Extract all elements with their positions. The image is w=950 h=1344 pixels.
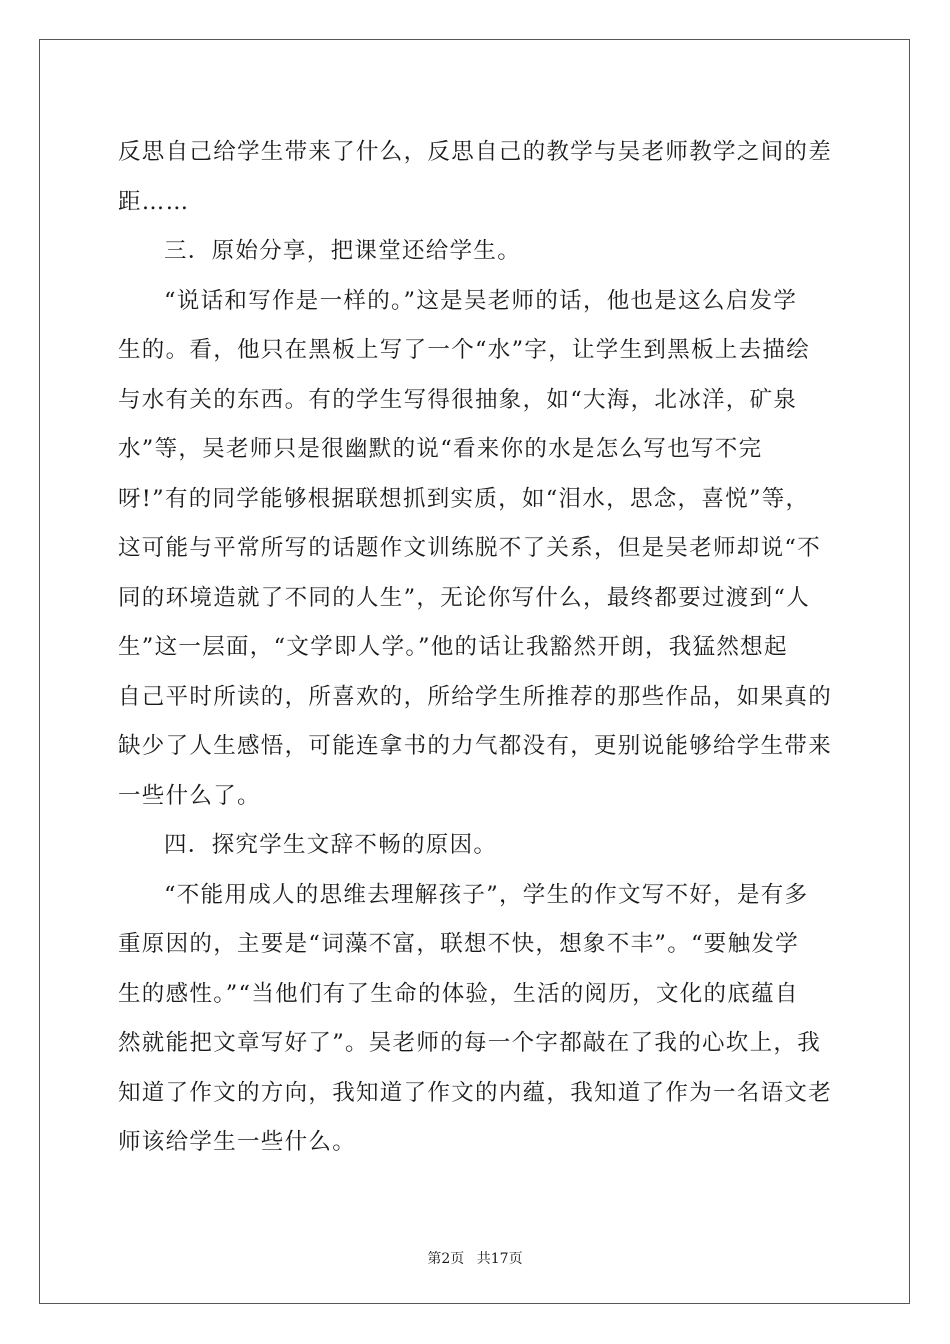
text-line: “不能用成人的思维去理解孩子”，学生的作文写不好，是有多: [164, 881, 809, 908]
text-line: 缺少了人生感悟，可能连拿书的力气都没有，更别说能够给学生带来: [118, 733, 833, 759]
text-line: 师该给学生一些什么。: [118, 1129, 357, 1155]
text-line: 一些什么了。: [118, 782, 261, 809]
text-line: 与水有关的东西。有的学生写得很抽象，如“大海，北冰洋，矿泉: [118, 386, 798, 413]
text-line: 重原因的，主要是“词藻不富，联想不快，想象不丰”。“要触发学: [118, 931, 800, 957]
text-line: 生的。看，他只在黑板上写了一个“水”字，让学生到黑板上去描绘: [118, 337, 811, 363]
text-line: 反思自己给学生带来了什么，反思自己的教学与吴老师教学之间的差: [118, 139, 833, 165]
text-line: 四．探究学生文辞不畅的原因。: [164, 832, 498, 858]
text-line: 生的感性。”“当他们有了生命的体验，生活的阅历，文化的底蕴自: [118, 980, 799, 1007]
text-line: 然就能把文章写好了”。吴老师的每一个字都敲在了我的心坎上，我: [118, 1030, 822, 1056]
text-line: 呀!”有的同学能够根据联想抓到实质，如“泪水，思念，喜悦”等，: [118, 485, 810, 512]
text-line: “说话和写作是一样的。”这是吴老师的话，他也是这么启发学: [164, 287, 798, 314]
total-pages: 共17页: [476, 1251, 523, 1267]
text-line: 自己平时所读的，所喜欢的，所给学生所推荐的那些作品，如果真的: [118, 683, 833, 710]
text-line: 这可能与平常所写的话题作文训练脱不了关系，但是吴老师却说“不: [118, 535, 822, 561]
page-number: 第2页: [427, 1251, 465, 1267]
text-line: 三．原始分享，把课堂还给学生。: [164, 238, 522, 264]
text-line: 同的环境造就了不同的人生”，无论你写什么，最终都要过渡到“人: [118, 584, 811, 611]
text-line: 生”这一层面，“文学即人学。”他的话让我豁然开朗，我猛然想起: [118, 634, 788, 660]
page-footer: [0, 1248, 950, 1268]
text-line: 距……: [118, 188, 190, 215]
text-line: 水”等，吴老师只是很幽默的说“看来你的水是怎么写也写不完: [118, 436, 763, 462]
document-body: [118, 128, 834, 1168]
text-line: 知道了作文的方向，我知道了作文的内蕴，我知道了作为一名语文老: [118, 1079, 833, 1106]
